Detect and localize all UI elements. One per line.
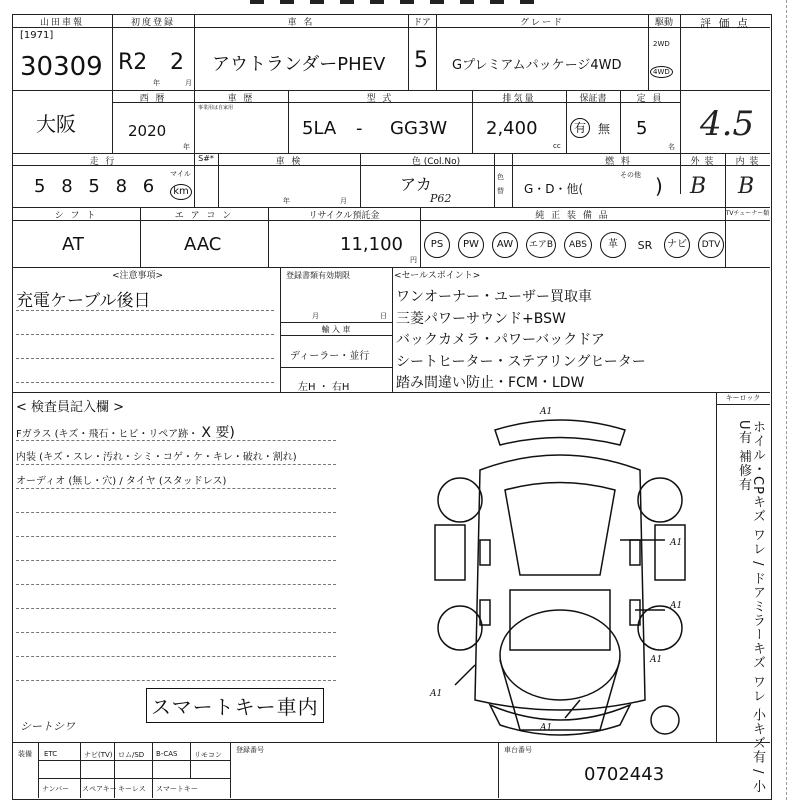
seireki-label: 西 暦 [139,94,167,104]
caution-text: 充電ケーブル後日 [16,291,151,311]
steering-side: 左H ・ 右H [298,382,350,393]
year-unit: 年 [153,79,160,87]
seal-label: 山田車報 [39,18,84,28]
top-title-fragment [250,0,550,4]
equip-item: ナビ [664,232,690,258]
keylock-label: キーロック [725,394,761,402]
recycle-label: リサイクル預託金 [308,211,380,221]
mileage-digit: 8 [115,176,128,197]
car-damage-diagram [420,400,700,750]
reg-number-label: 登録番号 [236,746,264,754]
month-unit: 月 [185,79,192,87]
mileage-digits [34,176,154,197]
shift: AT [62,234,84,255]
mileage-digit: 6 [142,176,155,197]
footer-equip: B-CAS [156,750,178,758]
equip-item: 革 [600,232,626,258]
footer-equip: リモコン [194,751,222,759]
doors: 5 [414,48,428,73]
score-label: 評 価 点 [700,17,750,30]
mileage-digit: 8 [61,176,73,197]
footer-equip: キーレス [118,785,146,793]
equip-item: エアB [526,232,556,258]
displacement-label: 排気量 [502,94,536,104]
interior-grade: B [738,174,755,199]
capacity-unit: 名 [668,143,675,151]
katashiki-prefix: 5LA [302,118,337,139]
recycle-unit: 円 [410,256,417,264]
reg-expiry-label: 登録書類有効期限 [286,271,350,280]
warranty-yes: 有 [570,118,590,138]
sales-points [396,287,646,395]
mileage-label: 走 行 [89,157,117,167]
color-label: 色 (Col.No) [411,157,461,167]
margin-line [786,0,787,800]
chassis-note: 事業用は自家用 [198,105,234,111]
mileage-digit: 5 [34,176,46,197]
footer-equip-label: 装備 [18,750,32,758]
sales-point: バックカメラ・パワーバックドア [396,332,605,348]
katashiki-code: GG3W [390,118,448,139]
equip-item: ABS [564,232,592,258]
damage-mark: A1 [540,723,553,733]
caution-label: <注意事項> [112,271,164,281]
first-reg-label: 初度登録 [130,18,175,28]
color-code: P62 [430,192,452,205]
drive-label: 駆動 [654,18,673,28]
katashiki-sep: - [356,118,363,139]
right-vertical-legend: ホイル・CPキズ ワレ / ドアミラーキズ ワレ 小キズ有 / 小U有 補修有 [736,420,765,794]
katashiki-label: 型 式 [366,94,394,104]
month: 2 [170,50,184,75]
sales-point: ワンオーナー・ユーザー買取車 [396,289,592,305]
shaken-year: 年 [283,197,290,205]
color: アカ [400,175,432,194]
sales-point: 踏み間違い防止・FCM・LDW [396,375,585,391]
shift-label: シ フ ト [54,211,98,221]
mileage-digit: 5 [88,176,100,197]
inspection-title: < 検査員記入欄 > [16,400,125,415]
dealer-parallel: ディーラー・並行 [290,351,370,362]
sales-point: シートヒーター・ステアリングヒーター [396,353,646,370]
model-year: [1971] [20,30,54,41]
equip-item: PW [458,232,484,258]
region: 大阪 [36,112,76,136]
damage-mark: A1 [650,655,663,665]
capacity-label: 定 員 [636,94,664,104]
footer-equip: ナビ(TV) [84,751,113,759]
car-name: アウトランダーPHEV [212,54,386,75]
footer-equip: スペアキー [82,785,117,793]
fuel-other-label: その他 [620,171,641,179]
year-ad-unit: 年 [183,143,190,151]
displacement-unit: cc [553,142,561,150]
interior-line: 内装 (キズ・スレ・汚れ・シミ・コゲ・ケ・キレ・破れ・割れ) [16,452,297,463]
shaken-month: 月 [340,197,347,205]
smart-key-stamp: スマートキー車内 [146,688,324,723]
aircon-label: エ ア コ ン [174,211,234,221]
equipment-list [424,232,764,258]
warranty-no: 無 [598,122,611,136]
handwritten-note: シートシワ [20,720,75,733]
chassis-history-label: 車 歴 [227,94,255,104]
exterior-label: 外 装 [690,157,715,167]
damage-mark: A1 [540,407,553,417]
tuner-label: TVチューナー類 [725,210,770,217]
fuel-options: G・D・他( [524,182,584,196]
sales-label: <セールスポイント> [394,271,481,281]
equip-item: DTV [698,232,724,258]
chassis-no-label: 車台番号 [504,746,532,754]
grade-label: グレード [519,18,564,28]
f-glass-mark: X 要) [201,425,235,441]
footer-equip: ナンバー [42,785,70,793]
import-label: 輸 入 車 [321,325,351,334]
sales-point: 三菱パワーサウンド+BSW [396,310,566,327]
damage-mark: A1 [670,601,683,611]
lot-number: 30309 [20,52,103,82]
unit-km: km [170,184,192,200]
recycle: 11,100 [340,234,403,255]
era: R2 [118,50,148,75]
drive-2wd: 2WD [653,40,670,48]
footer-equip: ロム/SD [118,751,145,759]
damage-mark: A1 [670,538,683,548]
unit-mile: マイル [170,170,191,178]
footer-equip: ETC [44,750,58,758]
equipment-label: 純 正 装 備 品 [535,211,610,221]
car-name-label: 車 名 [287,18,315,28]
fuel-label: 燃 料 [605,157,632,167]
equip-item: PS [424,232,450,258]
fuel-close: ) [655,174,663,198]
warranty-label: 保証書 [579,94,607,104]
f-glass-line [16,422,235,442]
aircon: AAC [184,234,222,255]
reg-month: 月 [312,312,319,320]
equip-item: AW [492,232,518,258]
grade: Gプレミアムパッケージ4WD [452,58,622,73]
s-label: S#* [198,154,214,163]
score-value: 4.5 [700,104,755,144]
year-ad: 2020 [128,122,167,140]
drive-4wd: 4WD [650,66,673,78]
capacity: 5 [636,118,648,139]
chassis-no: 0702443 [584,764,665,785]
displacement: 2,400 [486,118,538,139]
f-glass-text: Fガラス (キズ・飛石・ヒビ・リペア跡・ [16,429,199,440]
damage-mark: A1 [430,689,443,699]
equip-item: SR [637,238,653,252]
audio-tire-line: オーディオ (無し・穴) / タイヤ (スタッドレス) [16,476,227,487]
reg-day: 日 [380,312,387,320]
doors-label: ドア [413,18,431,28]
color-change-label: 色替 [497,173,504,195]
shaken-label: 車 検 [275,157,303,167]
interior-label: 内 装 [735,157,760,167]
footer-equip: スマートキー [156,785,198,793]
exterior-grade: B [690,174,707,199]
